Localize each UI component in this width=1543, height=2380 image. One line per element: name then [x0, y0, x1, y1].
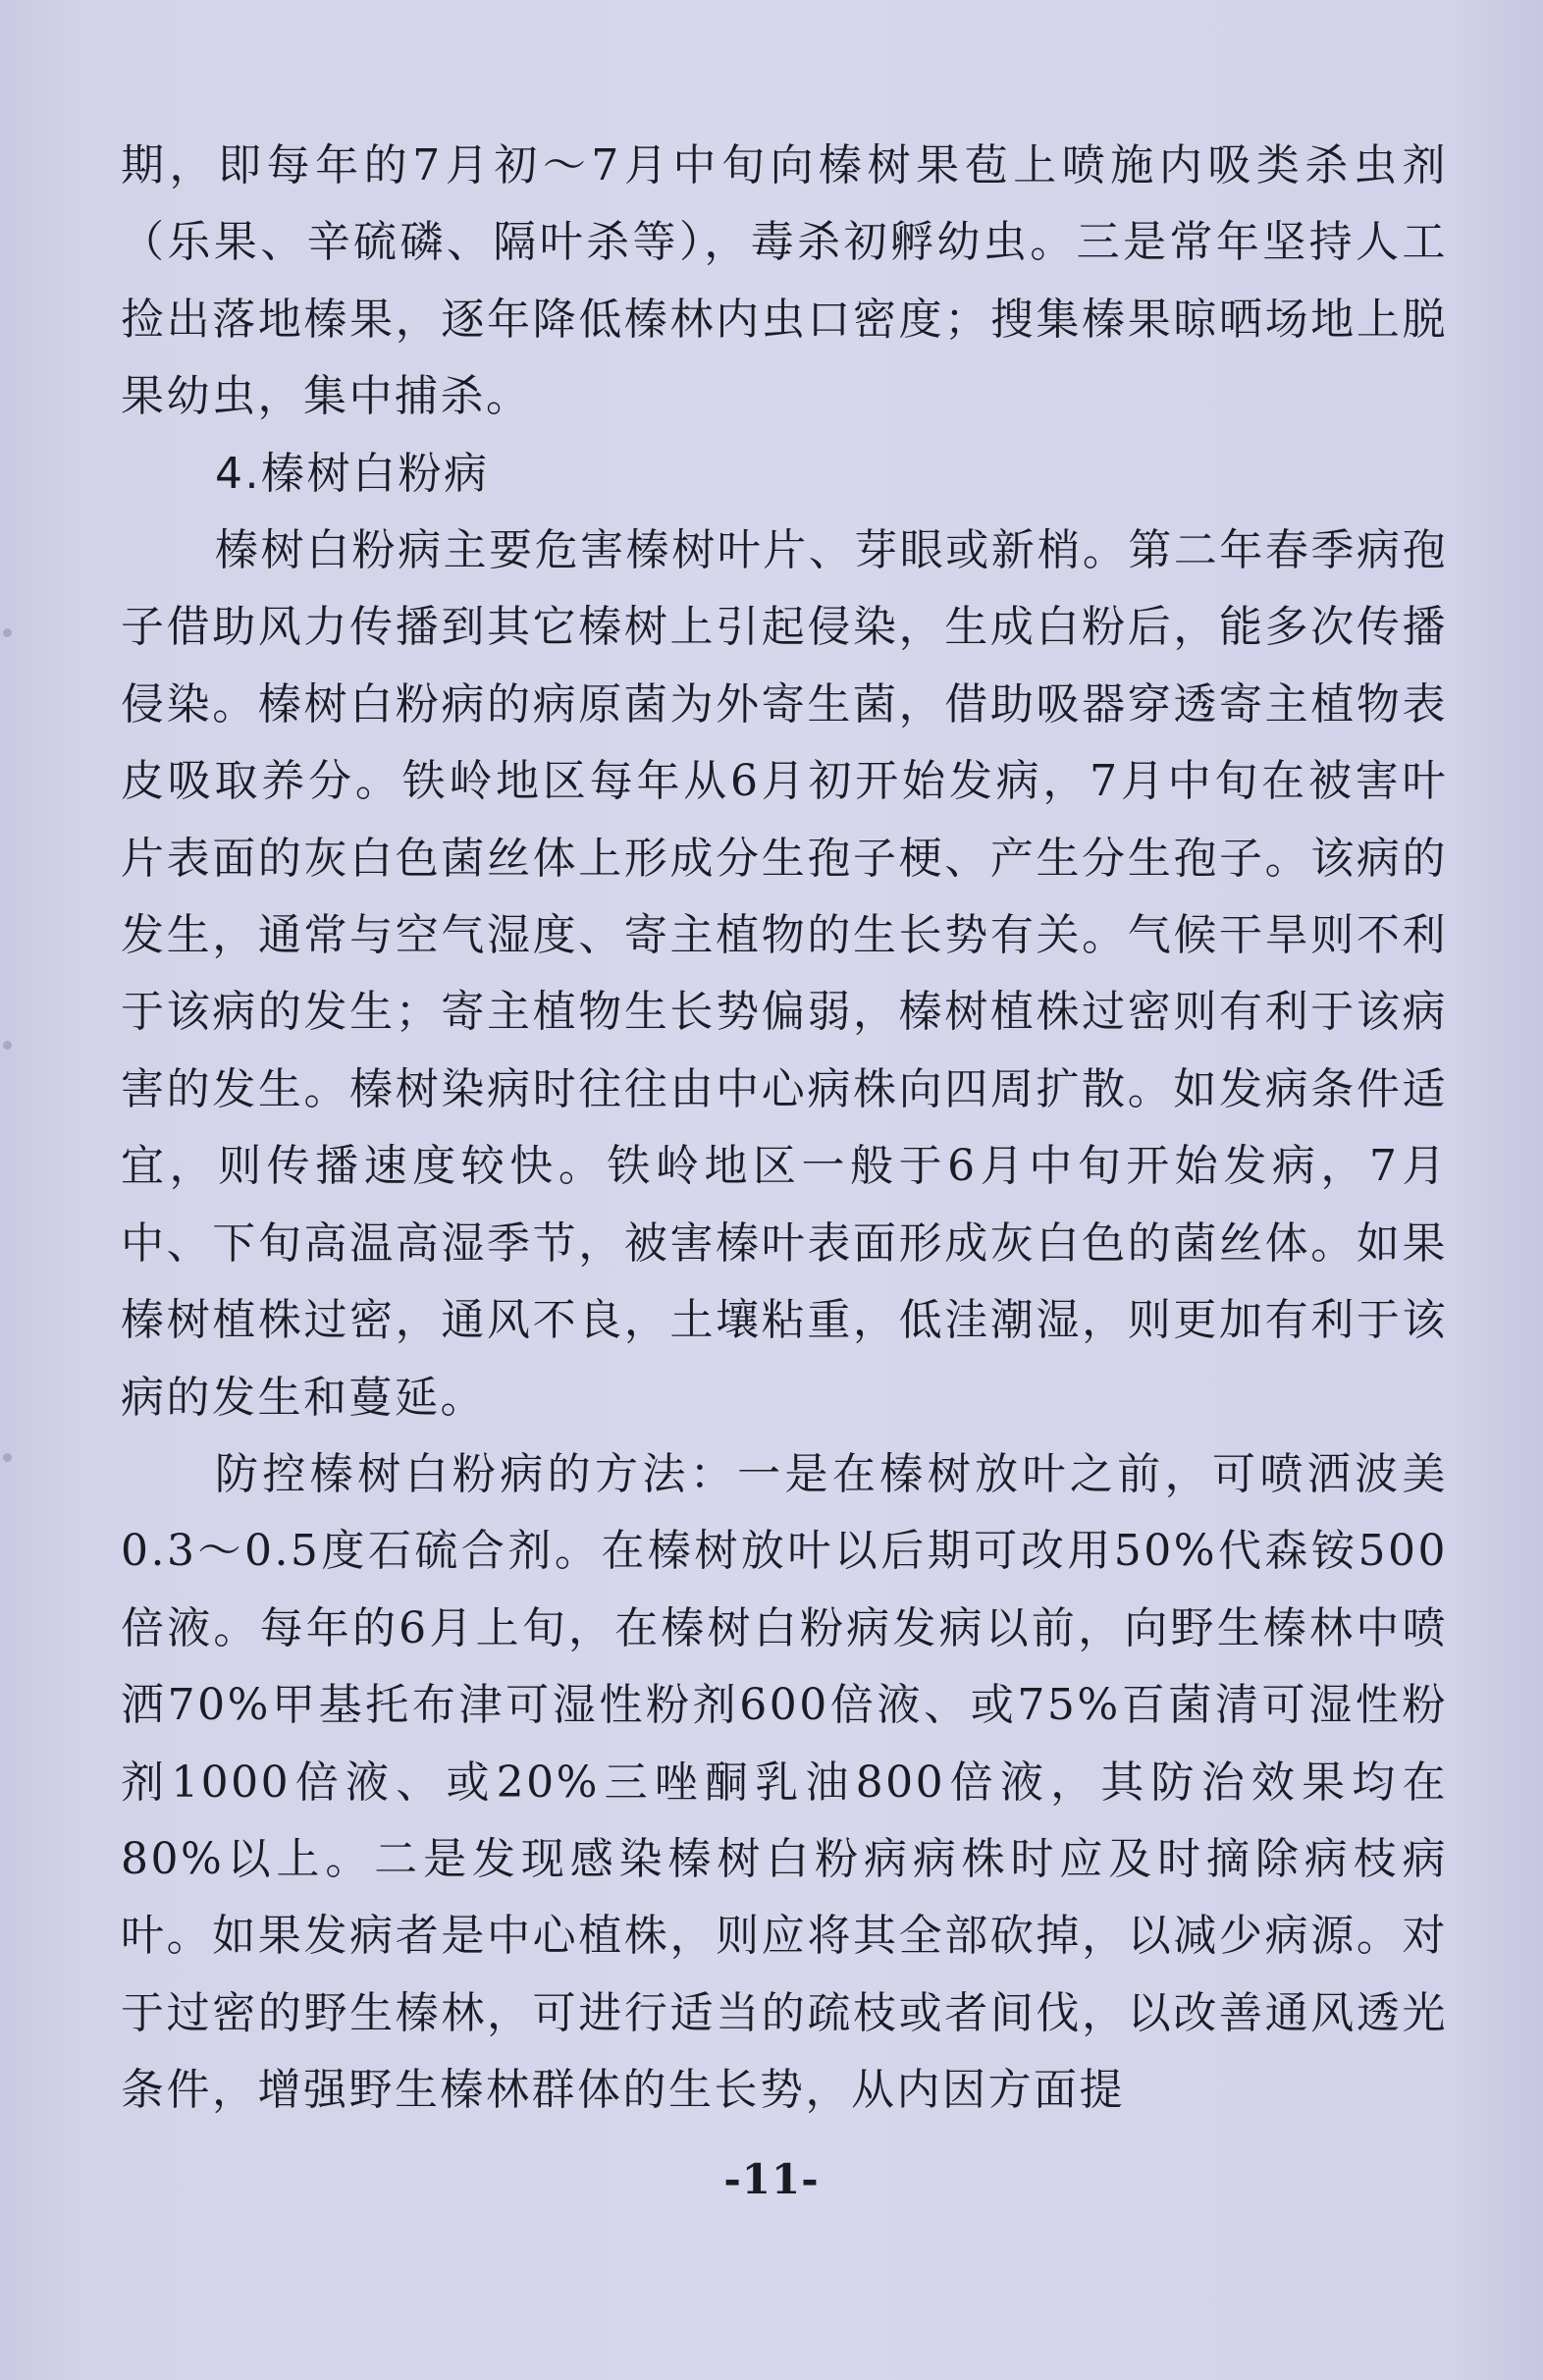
- body-text: [121, 128, 1448, 2130]
- binding-hole: [3, 1453, 12, 1462]
- opening-paragraph: 期，即每年的7月初～7月中旬向榛树果苞上喷施内吸类杀虫剂（乐果、辛硫磷、隔叶杀等），毒杀初孵幼虫。三是常年坚持人工捡出落地榛果，逐年降低榛林内虫口密度；搜集榛果晾晒场地上脱果幼虫，集中捕杀。: [121, 140, 1448, 422]
- page-number: -11-: [723, 2155, 820, 2203]
- paragraph-control-methods: 防控榛树白粉病的方法：一是在榛树放叶之前，可喷洒波美0.3～0.5度石硫合剂。在榛树放叶以后期可改用50%代森铵500倍液。每年的6月上旬，在榛树白粉病发病以前，向野生榛林中喷洒70%甲基托布津可湿性粉剂600倍液、或75%百菌清可湿性粉剂1000倍液、或20%三唑酮乳油800倍液，其防治效果均在80%以上。二是发现感染榛树白粉病病株时应及时摘除病枝病叶。如果发病者是中心植株，则应将其全部砍掉，以减少病源。对于过密的野生榛林，可进行适当的疏枝或者间伐，以改善通风透光条件，增强野生榛林群体的生长势，从内因方面提: [121, 1448, 1448, 2116]
- section-heading: 4.榛树白粉病: [215, 448, 490, 499]
- paragraph-disease-description: 榛树白粉病主要危害榛树叶片、芽眼或新梢。第二年春季病孢子借助风力传播到其它榛树上引起侵染，生成白粉后，能多次传播侵染。榛树白粉病的病原菌为外寄生菌，借助吸器穿透寄主植物表皮吸取养分。铁岭地区每年从6月初开始发病，7月中旬在被害叶片表面的灰白色菌丝体上形成分生孢子梗、产生分生孢子。该病的发生，通常与空气湿度、寄主植物的生长势有关。气候干旱则不利于该病的发生；寄主植物生长势偏弱，榛树植株过密则有利于该病害的发生。榛树染病时往往由中心病株向四周扩散。如发病条件适宜，则传播速度较快。铁岭地区一般于6月中旬开始发病，7月中、下旬高温高湿季节，被害榛叶表面形成灰白色的菌丝体。如果榛树植株过密，通风不良，土壤粘重，低洼潮湿，则更加有利于该病的发生和蔓延。: [121, 525, 1448, 1423]
- binding-hole: [3, 1041, 12, 1050]
- binding-hole: [3, 628, 12, 637]
